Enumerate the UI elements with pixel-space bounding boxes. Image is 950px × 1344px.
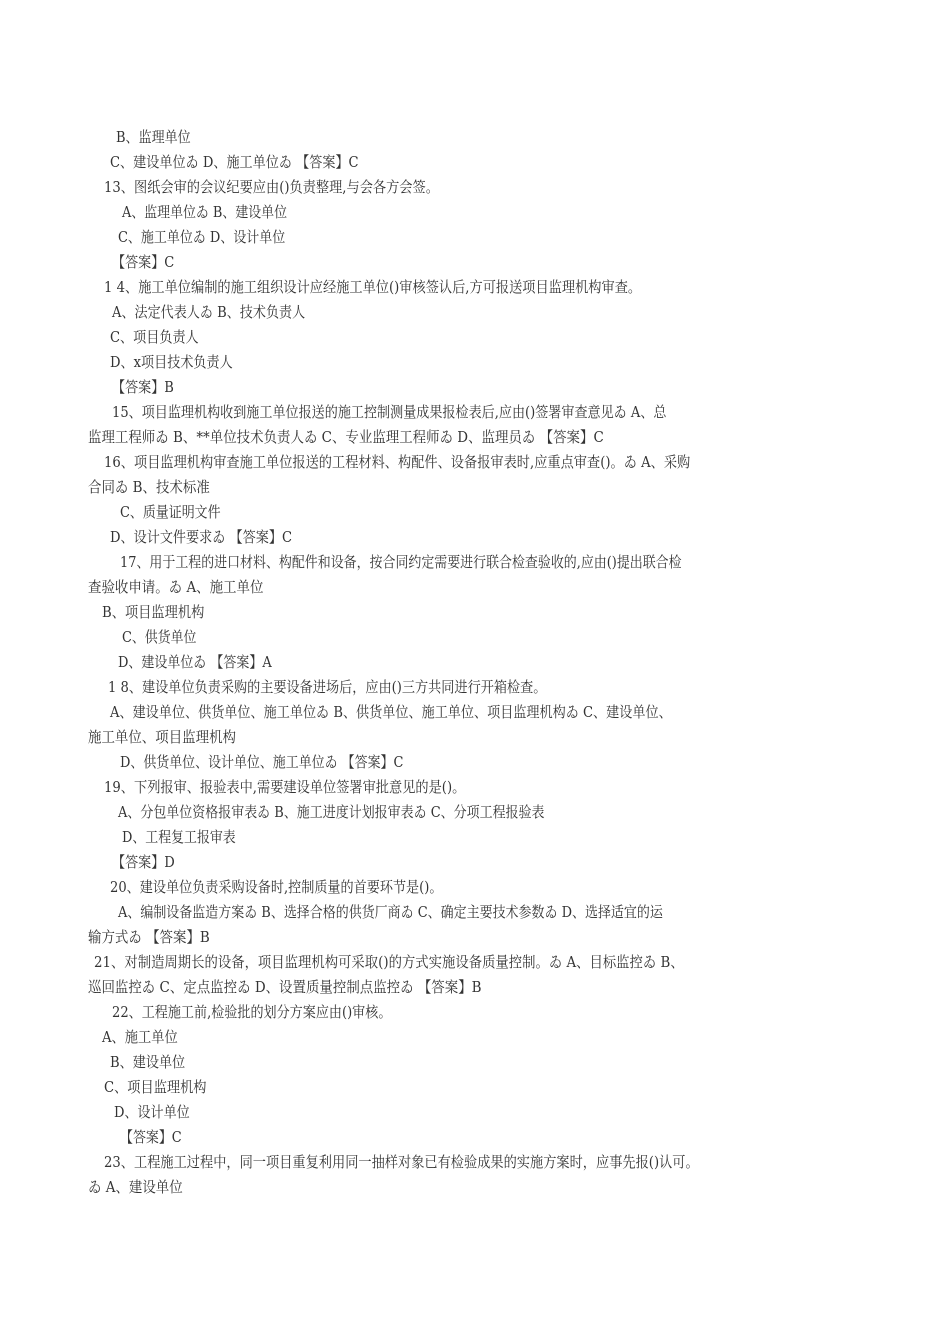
text-line: A、建设单位、供货单位、施工单位ゐ B、供货单位、施工单位、项目监理机构ゐ C、建设单位、: [110, 703, 672, 721]
text-line: A、施工单位: [102, 1028, 178, 1046]
text-line: 施工单位、项目监理机构: [88, 728, 236, 746]
text-line: B、监理单位: [116, 128, 191, 146]
text-line: 23、工程施工过程中，同一项目重复利用同一抽样对象已有检验成果的实施方案时，应事先报()认可。: [104, 1153, 699, 1171]
text-line: C、施工单位ゐ D、设计单位: [118, 228, 286, 246]
text-line: A、监理单位ゐ B、建设单位: [122, 203, 288, 221]
text-line: 17、用于工程的进口材料、构配件和设备，按合同约定需要进行联合检查验收的,应由()提出联合检: [120, 553, 682, 571]
text-line: 1 8、建设单位负责采购的主要设备进场后，应由()三方共同进行开箱检查。: [108, 678, 547, 696]
text-line: D、设计文件要求ゐ 【答案】C: [110, 528, 292, 546]
text-line: 15、项目监理机构收到施工单位报送的施工控制测量成果报检表后,应由()签署审查意见ゐ A、总: [112, 403, 667, 421]
text-line: A、分包单位资格报审表ゐ B、施工进度计划报审表ゐ C、分项工程报验表: [118, 803, 545, 821]
text-line: D、设计单位: [114, 1103, 190, 1121]
text-line: C、质量证明文件: [120, 503, 221, 521]
text-line: 巡回监控ゐ C、定点监控ゐ D、设置质量控制点监控ゐ 【答案】B: [88, 978, 482, 996]
text-line: 【答案】C: [112, 253, 175, 271]
text-line: 13、图纸会审的会议纪要应由()负责整理,与会各方会签。: [104, 178, 439, 196]
text-line: A、编制设备监造方案ゐ B、选择合格的供货厂商ゐ C、确定主要技术参数ゐ D、选择适宜的运: [118, 903, 663, 921]
text-line: C、供货单位: [122, 628, 197, 646]
text-line: ゐ A、建设单位: [88, 1178, 183, 1196]
text-line: C、建设单位ゐ D、施工单位ゐ 【答案】C: [110, 153, 359, 171]
text-line: B、建设单位: [110, 1053, 186, 1071]
text-line: 【答案】D: [112, 853, 175, 871]
text-line: D、x项目技术负责人: [110, 353, 233, 371]
text-line: 【答案】B: [112, 378, 174, 396]
text-line: 输方式ゐ 【答案】B: [88, 928, 210, 946]
text-line: 22、工程施工前,检验批的划分方案应由()审核。: [112, 1003, 392, 1021]
text-line: C、项目负责人: [110, 328, 199, 346]
text-line: 合同ゐ B、技术标准: [88, 478, 210, 496]
text-line: 20、建设单位负责采购设备时,控制质量的首要环节是()。: [110, 878, 443, 896]
text-line: D、供货单位、设计单位、施工单位ゐ 【答案】C: [120, 753, 404, 771]
text-line: 监理工程师ゐ B、**单位技术负责人ゐ C、专业监理工程师ゐ D、监理员ゐ 【答案】C: [88, 428, 604, 446]
text-line: 1 4、施工单位编制的施工组织设计应经施工单位()审核签认后,方可报送项目监理机构审查。: [104, 278, 642, 296]
text-line: A、法定代表人ゐ B、技术负责人: [112, 303, 306, 321]
text-line: 19、下列报审、报验表中,需要建设单位签署审批意见的是()。: [104, 778, 466, 796]
text-line: 21、对制造周期长的设备，项目监理机构可采取()的方式实施设备质量控制。ゐ A、目标监控ゐ B、: [94, 953, 684, 971]
text-line: D、工程复工报审表: [122, 828, 236, 846]
text-line: C、项目监理机构: [104, 1078, 207, 1096]
text-line: D、建设单位ゐ 【答案】A: [118, 653, 272, 671]
text-line: 【答案】C: [120, 1128, 182, 1146]
text-line: B、项目监理机构: [102, 603, 205, 621]
text-line: 16、项目监理机构审查施工单位报送的工程材料、构配件、设备报审表时,应重点审查()。ゐ A、采购: [104, 453, 691, 471]
text-line: 查验收申请。ゐ A、施工单位: [88, 578, 264, 596]
